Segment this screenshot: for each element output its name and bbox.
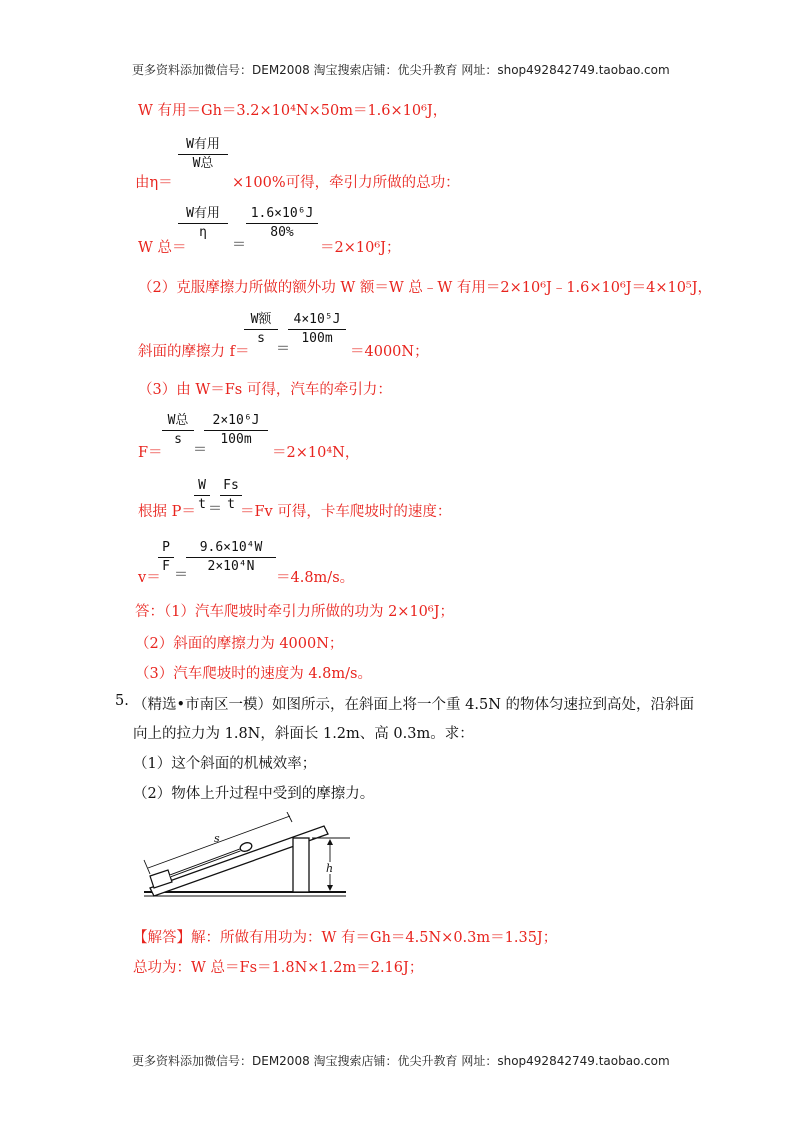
efficiency-suffix: ×100%可得，牵引力所做的总功： xyxy=(232,175,460,191)
fraction-eta xyxy=(178,137,228,172)
traction-suffix: ＝2×10⁴N， xyxy=(272,445,360,461)
traction-intro-line: （3）由 W＝Fs 可得，汽车的牵引力： xyxy=(138,382,392,398)
fraction-numerator: Fs xyxy=(223,478,239,493)
solution-tag: 【解答】 xyxy=(133,930,191,946)
arrow-up-icon xyxy=(327,839,333,845)
fraction-numerator: W有用 xyxy=(186,137,220,152)
total-work-prefix: W 总＝ xyxy=(138,240,187,256)
fraction-total-work-numeric xyxy=(246,206,318,241)
equals-sign: ＝ xyxy=(193,442,207,458)
fraction-denominator: s xyxy=(174,432,182,447)
fraction-bar xyxy=(220,495,242,496)
arrow-down-icon xyxy=(327,885,333,891)
question-number: 5. xyxy=(115,693,129,709)
label-h: h xyxy=(326,862,334,875)
extra-work-line: （2）克服摩擦力所做的额外功 W 额＝W 总﹣W 有用＝2×10⁶J﹣1.6×10⁶J＝4×10⁵J， xyxy=(138,280,713,296)
page-header: 更多资料添加微信号：DEM2008 淘宝搜索店铺：优尖升教育 网址：shop492842749.taobao.com xyxy=(132,63,670,77)
fraction-velocity-numeric xyxy=(186,540,276,575)
fraction-bar xyxy=(194,495,210,496)
answer-2: （2）斜面的摩擦力为 4000N； xyxy=(135,636,344,652)
traction-prefix: F＝ xyxy=(138,445,163,461)
fraction-bar xyxy=(158,557,174,558)
friction-prefix: 斜面的摩擦力 f＝ xyxy=(138,344,250,360)
fraction-numerator: 4×10⁵J xyxy=(293,312,341,327)
fraction-numerator: P xyxy=(162,540,170,555)
fraction-numerator: W额 xyxy=(250,312,272,327)
fraction-denominator: F xyxy=(162,559,170,574)
fraction-bar xyxy=(186,557,276,558)
fraction-denominator: 100m xyxy=(220,432,252,447)
fraction-numerator: 1.6×10⁶J xyxy=(250,206,314,221)
fraction-bar xyxy=(178,223,228,224)
fraction-power-fs-t xyxy=(220,478,242,513)
fraction-numerator: W xyxy=(198,478,206,493)
hand-icon xyxy=(239,841,253,853)
power-prefix: 根据 P＝ xyxy=(138,504,196,520)
efficiency-prefix: 由η＝ xyxy=(135,175,173,191)
support-block xyxy=(293,838,309,892)
dimension-tick xyxy=(144,860,150,874)
equals-sign: ＝ xyxy=(208,501,222,517)
velocity-suffix: ＝4.8m/s。 xyxy=(276,570,355,586)
answer-3: （3）汽车爬坡时的速度为 4.8m/s。 xyxy=(135,666,372,682)
equals-sign: ＝ xyxy=(276,341,290,357)
fraction-bar xyxy=(162,430,194,431)
fraction-bar xyxy=(288,329,346,330)
fraction-denominator: t xyxy=(227,497,235,512)
fraction-bar xyxy=(204,430,268,431)
incline-figure xyxy=(140,812,360,902)
fraction-numerator: W有用 xyxy=(186,206,220,221)
label-s: s xyxy=(214,832,220,845)
fraction-friction-numeric xyxy=(288,312,346,347)
power-suffix: ＝Fv 可得，卡车爬坡时的速度： xyxy=(240,504,452,520)
fraction-traction-numeric xyxy=(204,413,268,448)
velocity-prefix: v＝ xyxy=(138,570,161,586)
page-footer: 更多资料添加微信号：DEM2008 淘宝搜索店铺：优尖升教育 网址：shop492842749.taobao.com xyxy=(132,1054,670,1068)
friction-suffix: ＝4000N； xyxy=(350,344,429,360)
fraction-bar xyxy=(246,223,318,224)
fraction-numerator: W总 xyxy=(167,413,189,428)
solution-line-2: 总功为：W 总＝Fs＝1.8N×1.2m＝2.16J； xyxy=(133,960,424,976)
fraction-denominator: 2×10⁴N xyxy=(207,559,255,574)
solution-line-1 xyxy=(133,926,557,947)
solution-text-1: 解：所做有用功为：W 有＝Gh＝4.5N×0.3m＝1.35J； xyxy=(191,930,558,946)
fraction-denominator: W总 xyxy=(192,156,214,171)
fraction-traction-symbolic xyxy=(162,413,194,448)
fraction-denominator: η xyxy=(199,225,207,240)
fraction-numerator: 2×10⁶J xyxy=(212,413,260,428)
question-sub-1: （1）这个斜面的机械效率； xyxy=(133,756,317,772)
fraction-denominator: s xyxy=(257,331,265,346)
fraction-bar xyxy=(178,154,228,155)
question-sub-2: （2）物体上升过程中受到的摩擦力。 xyxy=(133,786,375,802)
fraction-total-work-symbolic xyxy=(178,206,228,241)
fraction-denominator: 100m xyxy=(301,331,333,346)
fraction-friction-symbolic xyxy=(244,312,278,347)
equals-sign: ＝ xyxy=(174,567,188,583)
answer-1: 答：（1）汽车爬坡时牵引力所做的功为 2×10⁶J； xyxy=(135,604,455,620)
question-line-1: （精选•市南区一模）如图所示，在斜面上将一个重 4.5N 的物体匀速拉到高处，沿斜面 xyxy=(133,697,695,713)
fraction-numerator: 9.6×10⁴W xyxy=(199,540,263,555)
fraction-denominator: 80% xyxy=(270,225,294,240)
fraction-bar xyxy=(244,329,278,330)
total-work-suffix: ＝2×10⁶J； xyxy=(320,240,401,256)
useful-work-line: W 有用＝Gh＝3.2×10⁴N×50m＝1.6×10⁶J， xyxy=(138,103,448,119)
fraction-velocity-symbolic xyxy=(158,540,174,575)
equals-sign: ＝ xyxy=(232,237,246,253)
fraction-denominator: t xyxy=(198,497,206,512)
question-line-2: 向上的拉力为 1.8N，斜面长 1.2m、高 0.3m。求： xyxy=(133,726,474,742)
